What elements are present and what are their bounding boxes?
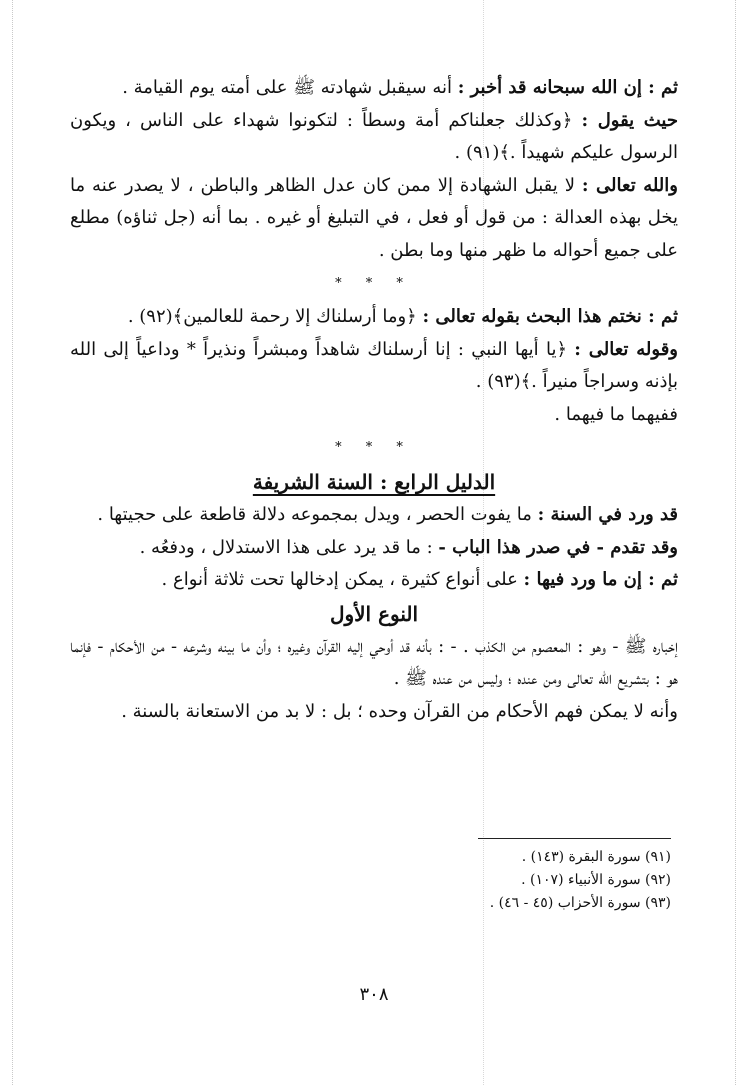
scan-margin-right bbox=[735, 0, 736, 1085]
paragraph-lead: ثم : إن ما ورد فيها : bbox=[523, 569, 678, 590]
paragraph bbox=[70, 170, 678, 268]
paragraph bbox=[70, 532, 678, 565]
paragraph-lead: حيث يقول : bbox=[581, 109, 678, 131]
page-number: ٣٠٨ bbox=[359, 984, 389, 1005]
paragraph bbox=[70, 334, 678, 399]
main-text bbox=[70, 72, 678, 728]
section-title bbox=[70, 465, 678, 499]
paragraph-lead: والله تعالى : bbox=[581, 174, 678, 196]
paragraph-text: ﴿وكذلك جعلناكم أمة وسطاً : لتكونوا شهداء على الناس ، ويكون الرسول عليكم شهيداً .﴾(٩١) . bbox=[70, 109, 678, 163]
paragraph-lead: وقوله تعالى : bbox=[574, 338, 679, 360]
paragraph-text: أنه سيقبل شهادته ﷺ على أمته يوم القيامة . bbox=[122, 77, 458, 98]
paragraph-text: لا يقبل الشهادة إلا ممن كان عدل الظاهر والباطن ، لا يصدر عنه ما يخل بهذه العدالة : من قول أو فعل ، في التبليغ أو غيره . بما أنه (جل ثناؤه) مطلع على جميع أحواله ما ظهر منها وما بطن . bbox=[70, 174, 678, 261]
paragraph-text: ﴿يا أيها النبي : إنا أرسلناك شاهداً ومبشراً ونذيراً * وداعياً إلى الله بإذنه وسراجاً منيراً .﴾(٩٣) . bbox=[70, 338, 678, 392]
paragraph bbox=[70, 696, 678, 729]
paragraph-lead: وقد تقدم - في صدر هذا الباب - bbox=[438, 536, 678, 558]
paragraph bbox=[70, 564, 678, 597]
paragraph bbox=[70, 72, 678, 105]
paragraph-text: على أنواع كثيرة ، يمكن إدخالها تحت ثلاثة أنواع . bbox=[161, 569, 524, 590]
section-title-text: الدليل الرابع : السنة الشريفة bbox=[252, 470, 496, 494]
footnote-rule bbox=[478, 838, 671, 839]
paragraph bbox=[70, 105, 678, 170]
footnote: (٩٣) سورة الأحزاب (٤٥ - ٤٦) . bbox=[489, 895, 671, 911]
paragraph bbox=[70, 301, 678, 334]
footnotes bbox=[371, 846, 671, 915]
footnote: (٩٢) سورة الأنبياء (١٠٧) . bbox=[521, 872, 671, 888]
paragraph bbox=[70, 499, 678, 532]
paragraph bbox=[70, 399, 678, 432]
paragraph bbox=[70, 631, 678, 696]
paragraph-text: إخباره ﷺ - وهو : المعصوم من الكذب . - : بأنه قد أوحي إليه القرآن وغيره ؛ وأن ما بينه وشرعه - من الأحكام - فإنما هو : بتشريع الله تعالى ومن عنده ؛ وليس من عنده ﷺ . bbox=[70, 635, 678, 689]
paragraph-text: وأنه لا يمكن فهم الأحكام من القرآن وحده ؛ بل : لا بد من الاستعانة بالسنة . bbox=[121, 700, 678, 722]
paragraph-lead: ثم : إن الله سبحانه قد أخبر : bbox=[457, 77, 678, 98]
paragraph-text: ما يفوت الحصر ، ويدل بمجموعه دلالة قاطعة على حجيتها . bbox=[97, 504, 538, 525]
footnote: (٩١) سورة البقرة (١٤٣) . bbox=[521, 849, 671, 865]
paragraph-lead: قد ورد في السنة : bbox=[537, 504, 678, 525]
subsection-title: النوع الأول bbox=[329, 601, 419, 626]
section-separator: * * * bbox=[335, 440, 413, 455]
paragraph-text: ففيهما ما فيهما . bbox=[554, 403, 678, 425]
paragraph-lead: ثم : نختم هذا البحث بقوله تعالى : bbox=[422, 306, 678, 327]
paragraph-text: ﴿وما أرسلناك إلا رحمة للعالمين﴾(٩٢) . bbox=[127, 306, 423, 327]
paragraph-text: : ما قد يرد على هذا الاستدلال ، ودفعُه . bbox=[139, 536, 439, 558]
scan-margin-left bbox=[12, 0, 13, 1085]
section-separator: * * * bbox=[335, 276, 413, 291]
